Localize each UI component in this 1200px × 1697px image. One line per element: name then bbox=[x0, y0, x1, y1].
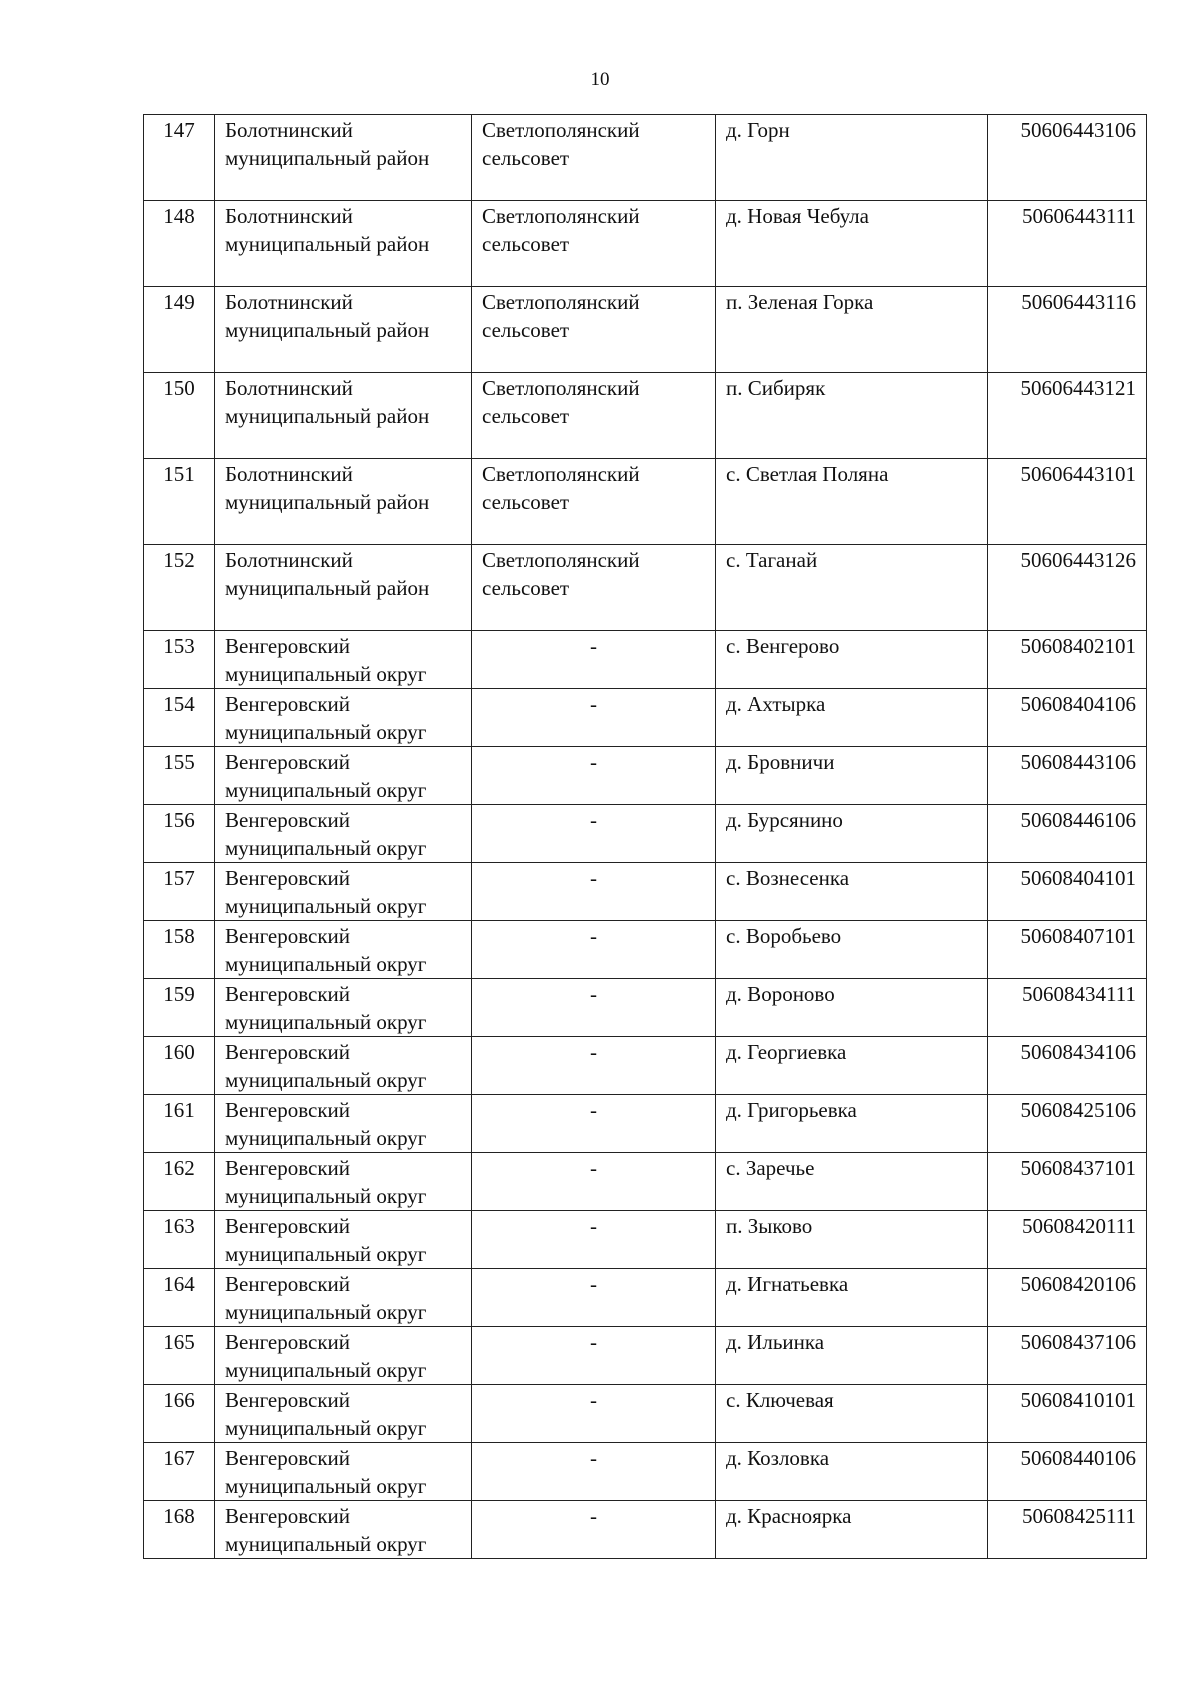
council-name: - bbox=[472, 921, 716, 979]
row-number: 163 bbox=[144, 1211, 215, 1269]
table-row bbox=[144, 1095, 1147, 1153]
settlement-name: д. Новая Чебула bbox=[716, 201, 988, 287]
table-body bbox=[144, 115, 1147, 1559]
settlement-name: п. Зеленая Горка bbox=[716, 287, 988, 373]
council-name: Светлополянский сельсовет bbox=[472, 115, 716, 201]
council-name: - bbox=[472, 1037, 716, 1095]
district-name: Венгеровский муниципальный округ bbox=[215, 1211, 472, 1269]
table-row bbox=[144, 805, 1147, 863]
oktmo-code: 50608434106 bbox=[988, 1037, 1147, 1095]
district-name: Венгеровский муниципальный округ bbox=[215, 979, 472, 1037]
council-name: - bbox=[472, 805, 716, 863]
district-name: Болотнинский муниципальный район bbox=[215, 287, 472, 373]
row-number: 168 bbox=[144, 1501, 215, 1559]
settlement-name: с. Ключевая bbox=[716, 1385, 988, 1443]
oktmo-code: 50608434111 bbox=[988, 979, 1147, 1037]
council-name: - bbox=[472, 1211, 716, 1269]
settlement-name: д. Вороново bbox=[716, 979, 988, 1037]
settlement-name: д. Козловка bbox=[716, 1443, 988, 1501]
table-row bbox=[144, 287, 1147, 373]
oktmo-code: 50606443126 bbox=[988, 545, 1147, 631]
council-name: Светлополянский сельсовет bbox=[472, 287, 716, 373]
council-name: - bbox=[472, 747, 716, 805]
district-name: Болотнинский муниципальный район bbox=[215, 201, 472, 287]
table-row bbox=[144, 1443, 1147, 1501]
row-number: 158 bbox=[144, 921, 215, 979]
district-name: Венгеровский муниципальный округ bbox=[215, 1095, 472, 1153]
council-name: Светлополянский сельсовет bbox=[472, 459, 716, 545]
council-name: - bbox=[472, 1327, 716, 1385]
district-name: Венгеровский муниципальный округ bbox=[215, 689, 472, 747]
table-row bbox=[144, 689, 1147, 747]
council-name: Светлополянский сельсовет bbox=[472, 545, 716, 631]
district-name: Венгеровский муниципальный округ bbox=[215, 1385, 472, 1443]
district-name: Венгеровский муниципальный округ bbox=[215, 863, 472, 921]
council-name: - bbox=[472, 689, 716, 747]
row-number: 149 bbox=[144, 287, 215, 373]
table-row bbox=[144, 747, 1147, 805]
row-number: 150 bbox=[144, 373, 215, 459]
district-name: Болотнинский муниципальный район bbox=[215, 115, 472, 201]
row-number: 157 bbox=[144, 863, 215, 921]
settlement-name: д. Краснoярка bbox=[716, 1501, 988, 1559]
row-number: 165 bbox=[144, 1327, 215, 1385]
council-name: - bbox=[472, 1153, 716, 1211]
oktmo-code: 50608402101 bbox=[988, 631, 1147, 689]
district-name: Венгеровский муниципальный округ bbox=[215, 1153, 472, 1211]
settlement-name: д. Григорьевка bbox=[716, 1095, 988, 1153]
district-name: Болотнинский муниципальный район bbox=[215, 373, 472, 459]
council-name: - bbox=[472, 1269, 716, 1327]
oktmo-code: 50608407101 bbox=[988, 921, 1147, 979]
council-name: - bbox=[472, 1095, 716, 1153]
table-row bbox=[144, 1385, 1147, 1443]
row-number: 159 bbox=[144, 979, 215, 1037]
settlement-name: с. Венгерово bbox=[716, 631, 988, 689]
table-row bbox=[144, 459, 1147, 545]
row-number: 154 bbox=[144, 689, 215, 747]
table-row bbox=[144, 979, 1147, 1037]
oktmo-code: 50608437106 bbox=[988, 1327, 1147, 1385]
row-number: 152 bbox=[144, 545, 215, 631]
row-number: 162 bbox=[144, 1153, 215, 1211]
oktmo-code: 50608420106 bbox=[988, 1269, 1147, 1327]
oktmo-code: 50608404106 bbox=[988, 689, 1147, 747]
settlement-name: д. Бурсянино bbox=[716, 805, 988, 863]
district-name: Венгеровский муниципальный округ bbox=[215, 1443, 472, 1501]
council-name: - bbox=[472, 979, 716, 1037]
council-name: - bbox=[472, 1385, 716, 1443]
settlement-name: с. Светлая Поляна bbox=[716, 459, 988, 545]
oktmo-code: 50608446106 bbox=[988, 805, 1147, 863]
row-number: 166 bbox=[144, 1385, 215, 1443]
council-name: - bbox=[472, 1443, 716, 1501]
district-name: Венгеровский муниципальный округ bbox=[215, 1037, 472, 1095]
settlement-name: с. Воробьево bbox=[716, 921, 988, 979]
settlement-name: д. Георгиевка bbox=[716, 1037, 988, 1095]
settlement-name: с. Вознесенка bbox=[716, 863, 988, 921]
table-row bbox=[144, 1037, 1147, 1095]
settlement-name: д. Ильинка bbox=[716, 1327, 988, 1385]
table-row bbox=[144, 631, 1147, 689]
table-row bbox=[144, 1153, 1147, 1211]
oktmo-code: 50608425106 bbox=[988, 1095, 1147, 1153]
table-row bbox=[144, 373, 1147, 459]
district-name: Венгеровский муниципальный округ bbox=[215, 1327, 472, 1385]
district-name: Венгеровский муниципальный округ bbox=[215, 805, 472, 863]
council-name: Светлополянский сельсовет bbox=[472, 201, 716, 287]
settlement-name: д. Игнатьевка bbox=[716, 1269, 988, 1327]
oktmo-code: 50606443111 bbox=[988, 201, 1147, 287]
council-name: - bbox=[472, 631, 716, 689]
oktmo-code: 50608440106 bbox=[988, 1443, 1147, 1501]
row-number: 161 bbox=[144, 1095, 215, 1153]
district-name: Венгеровский муниципальный округ bbox=[215, 631, 472, 689]
table-row bbox=[144, 921, 1147, 979]
council-name: - bbox=[472, 863, 716, 921]
row-number: 160 bbox=[144, 1037, 215, 1095]
oktmo-code: 50608410101 bbox=[988, 1385, 1147, 1443]
settlement-name: п. Зыково bbox=[716, 1211, 988, 1269]
row-number: 155 bbox=[144, 747, 215, 805]
settlement-name: п. Сибиряк bbox=[716, 373, 988, 459]
district-name: Венгеровский муниципальный округ bbox=[215, 921, 472, 979]
settlement-name: д. Бровничи bbox=[716, 747, 988, 805]
table-row bbox=[144, 1327, 1147, 1385]
table-row bbox=[144, 1211, 1147, 1269]
council-name: - bbox=[472, 1501, 716, 1559]
oktmo-code: 50606443101 bbox=[988, 459, 1147, 545]
row-number: 167 bbox=[144, 1443, 215, 1501]
page-number: 10 bbox=[590, 69, 610, 90]
settlements-table bbox=[143, 114, 1147, 1559]
table-row bbox=[144, 201, 1147, 287]
row-number: 147 bbox=[144, 115, 215, 201]
table-row bbox=[144, 545, 1147, 631]
oktmo-code: 50606443106 bbox=[988, 115, 1147, 201]
oktmo-code: 50606443116 bbox=[988, 287, 1147, 373]
district-name: Венгеровский муниципальный округ bbox=[215, 1269, 472, 1327]
oktmo-code: 50606443121 bbox=[988, 373, 1147, 459]
settlement-name: с. Заречье bbox=[716, 1153, 988, 1211]
settlement-name: д. Горн bbox=[716, 115, 988, 201]
district-name: Болотнинский муниципальный район bbox=[215, 545, 472, 631]
table-row bbox=[144, 1269, 1147, 1327]
row-number: 156 bbox=[144, 805, 215, 863]
table-row bbox=[144, 1501, 1147, 1559]
oktmo-code: 50608404101 bbox=[988, 863, 1147, 921]
table-row bbox=[144, 115, 1147, 201]
district-name: Венгеровский муниципальный округ bbox=[215, 1501, 472, 1559]
oktmo-code: 50608437101 bbox=[988, 1153, 1147, 1211]
row-number: 148 bbox=[144, 201, 215, 287]
settlement-name: с. Таганай bbox=[716, 545, 988, 631]
table-row bbox=[144, 863, 1147, 921]
oktmo-code: 50608420111 bbox=[988, 1211, 1147, 1269]
oktmo-code: 50608443106 bbox=[988, 747, 1147, 805]
row-number: 164 bbox=[144, 1269, 215, 1327]
district-name: Венгеровский муниципальный округ bbox=[215, 747, 472, 805]
settlement-name: д. Ахтырка bbox=[716, 689, 988, 747]
oktmo-code: 50608425111 bbox=[988, 1501, 1147, 1559]
row-number: 153 bbox=[144, 631, 215, 689]
council-name: Светлополянский сельсовет bbox=[472, 373, 716, 459]
row-number: 151 bbox=[144, 459, 215, 545]
district-name: Болотнинский муниципальный район bbox=[215, 459, 472, 545]
